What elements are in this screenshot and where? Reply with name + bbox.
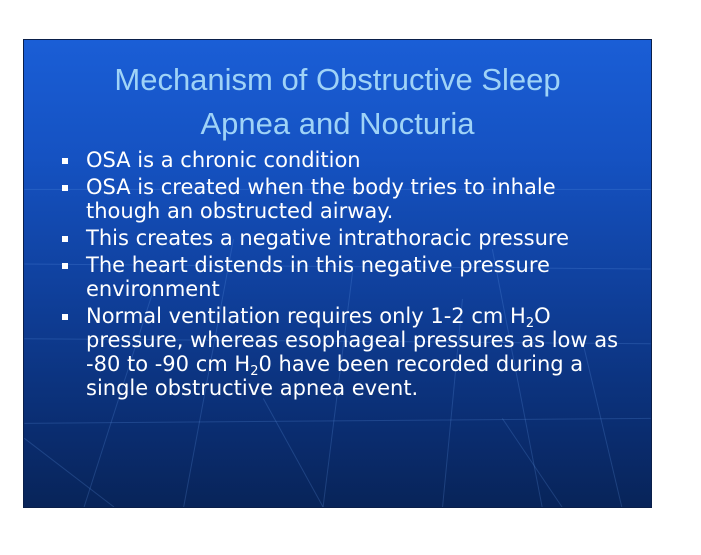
bullet-item (62, 148, 622, 172)
subscript-2: 2 (250, 364, 259, 379)
bullet-list (62, 148, 622, 403)
square-bullet-icon (62, 263, 68, 269)
slide (23, 39, 652, 508)
bullet-text: OSA is a chronic condition (86, 148, 361, 172)
square-bullet-icon (62, 236, 68, 242)
bullet-text-part-1: Normal ventilation requires only 1-2 cm H (86, 304, 526, 328)
bullet-text-part-2: O pressure, whereas esophageal pressures as low as -80 to -90 cm H (86, 304, 619, 376)
bullet-item (62, 175, 622, 223)
square-bullet-icon (62, 314, 68, 320)
title-line-1: Mechanism of Obstructive Sleep (114, 62, 561, 97)
slide-title (24, 58, 651, 146)
bullet-text: The heart distends in this negative pressure environment (86, 253, 550, 301)
bullet-text: This creates a negative intrathoracic pressure (86, 226, 570, 250)
bullet-item (62, 226, 622, 250)
subscript-2: 2 (525, 316, 535, 331)
bullet-item (62, 304, 622, 400)
title-line-2: Apnea and Nocturia (200, 106, 475, 141)
bullet-item (62, 253, 622, 301)
square-bullet-icon (62, 158, 68, 164)
square-bullet-icon (62, 185, 68, 191)
bullet-text-part-3: 0 have been recorded during a single obstructive apnea event. (86, 352, 584, 400)
bullet-text: OSA is created when the body tries to inhale though an obstructed airway. (86, 175, 556, 223)
